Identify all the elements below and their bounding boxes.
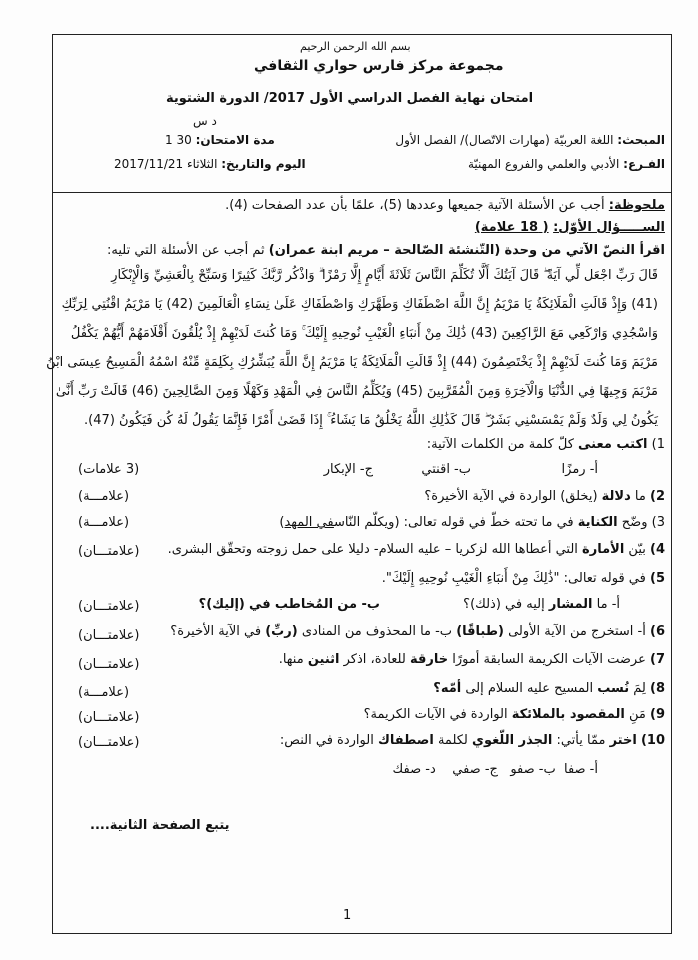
item-2-text: (يخلق) الواردة في الآية الأخيرة؟ <box>424 489 598 504</box>
item-8-number: 8) <box>650 681 665 696</box>
item-8-bold2: أمّه <box>440 681 462 696</box>
item-4-text: التي أعطاها الله لزكريا – عليه السلام- دليلا على حمل زوجته وتحقّق البشرى. <box>167 542 578 557</box>
item-10-bold2: الجذر اللّغوي <box>472 733 553 748</box>
item-3-number: 3) <box>651 515 665 530</box>
item-6 <box>170 624 665 639</box>
note <box>225 198 665 213</box>
intro-prefix: اقرأ النصّ الآتي من وحدة <box>504 243 665 258</box>
item-3-text: في ما تحته خطّ في قوله تعالى: (ويكلّم النّاس <box>333 515 574 530</box>
item-9-number: 9) <box>650 707 665 722</box>
item-10-options: أ- صفا ب- صفو ج- صفي د- صفك <box>392 762 598 777</box>
note-label: ملحوظة: <box>608 198 665 213</box>
item-9-points: (علامتـــان) <box>78 710 140 725</box>
page-number: 1 <box>343 908 352 923</box>
item-2-number: 2) <box>650 489 665 504</box>
passage-line-1: قَالَ رَبِّ اجْعَل لِّي آيَةً ۖ قَالَ آيَتُكَ أَلَّا تُكَلِّمَ النَّاسَ ثَلَاثَةَ أَيَّامٍ إِلَّا رَمْزًا ۗ وَاذْكُر رَّبَّكَ كَثِيرًا وَسَبِّحْ بِالْعَشِيِّ وَالْإِبْكَارِ <box>111 268 658 283</box>
branch-value: الأدبي والعلمي والفروع المهنيّة <box>467 157 620 171</box>
item-3-close: ) <box>279 515 285 530</box>
item-5-text: في قوله تعالى: "ذَٰلِكَ مِنْ أَنبَاءِ الْغَيْبِ نُوحِيهِ إِلَيْكَ". <box>381 571 646 586</box>
item-9-pre: مَنِ <box>629 707 646 722</box>
item-9 <box>364 707 665 722</box>
item-9-end: الواردة في الآيات الكريمة؟ <box>363 707 508 722</box>
question1-marks: ( 18 علامة) <box>474 220 549 235</box>
item-3-bold: الكناية <box>577 515 618 530</box>
item-1-option-b: ب- اقنتي <box>421 462 471 477</box>
item-8-pre: لِمَ <box>633 681 646 696</box>
item-10-number: 10) <box>640 733 665 748</box>
item-1 <box>427 437 665 452</box>
item-3 <box>279 515 665 530</box>
item-5b-text: في <box>249 597 271 612</box>
date-label: اليوم والتاريخ: <box>221 157 306 171</box>
item-5b-bold: المُخاطب <box>274 597 334 612</box>
item-3-points: (علامـــة) <box>78 515 130 530</box>
continue-note: يتبع الصفحة الثانية.... <box>90 818 230 833</box>
branch-row <box>468 157 665 171</box>
item-5a-text: إليه في (ذلك)؟ <box>463 597 545 612</box>
subject-label: المبحث: <box>617 133 665 147</box>
item-7 <box>279 652 665 667</box>
item-1-option-a: أ- رمزًا <box>561 462 598 477</box>
item-9-bold: المقصود بالملائكة <box>511 707 625 722</box>
passage-line-5: مَرْيَمَ وَجِيهًا فِي الدُّنْيَا وَالْآخِرَةِ وَمِنَ الْمُقَرَّبِينَ (45) وَيُكَلِّمُ النَّاسَ فِي الْمَهْدِ وَكَهْلًا وَمِنَ الصَّالِحِينَ (46) قَالَتْ رَبِّ أَنَّىٰ <box>55 384 658 399</box>
item-3-pre: وضّح <box>621 515 648 530</box>
item-1-points: (3 علامات) <box>78 462 140 477</box>
item-8-mid: المسيح عليه السلام إلى <box>465 681 594 696</box>
item-2-bold: دلالة <box>601 489 631 504</box>
item-4-number: 4) <box>650 542 665 557</box>
date-value: الثلاثاء 2017/11/21 <box>114 157 218 171</box>
item-5-option-b <box>199 597 380 612</box>
school-name: مجموعة مركز فارس حواري الثقافي <box>254 58 504 74</box>
item-5-points: (علامتـــان) <box>78 599 140 614</box>
item-1-bold: اكتب معنى <box>578 437 648 452</box>
passage-line-4: مَرْيَمَ وَمَا كُنتَ لَدَيْهِمْ إِذْ يَخْتَصِمُونَ (44) إِذْ قَالَتِ الْمَلَائِكَةُ يَا مَرْيَمُ إِنَّ اللَّهَ يُبَشِّرُكِ بِكَلِمَةٍ مِّنْهُ اسْمُهُ الْمَسِيحُ عِيسَى ابْنُ <box>46 355 658 370</box>
passage-line-2: (41) وَإِذْ قَالَتِ الْمَلَائِكَةُ يَا مَرْيَمُ إِنَّ اللَّهَ اصْطَفَاكِ وَطَهَّرَكِ وَاصْطَفَاكِ عَلَىٰ نِسَاءِ الْعَالَمِينَ (42) يَا مَرْيَمُ اقْنُتِي لِرَبِّكِ <box>61 297 658 312</box>
item-5a-pre: أ- ما <box>596 597 620 612</box>
item-5b-paren: (إليك)؟ <box>198 597 245 612</box>
basmala: بسم الله الرحمن الرحيم <box>300 40 411 53</box>
item-6-points: (علامتـــان) <box>78 628 140 643</box>
item-6-number: 6) <box>650 624 665 639</box>
item-10 <box>280 733 665 748</box>
item-8 <box>433 681 665 696</box>
item-6-bold2: (ربِّ) <box>265 624 298 639</box>
item-7-number: 7) <box>650 652 665 667</box>
subject-row <box>395 133 665 147</box>
date-row <box>114 157 306 171</box>
question1-intro <box>107 243 665 258</box>
duration-value: 30 1 <box>165 133 192 147</box>
exam-title: امتحان نهاية الفصل الدراسي الأول 2017/ الدورة الشتوية <box>166 91 534 106</box>
item-10-points: (علامتـــان) <box>78 735 140 750</box>
item-7-bold2: اثنين <box>307 652 340 667</box>
time-units: د س <box>193 114 217 128</box>
item-10-mid: ممّا يأتي: <box>556 733 606 748</box>
item-8-bold: نُسب <box>597 681 630 696</box>
duration-row <box>165 133 275 147</box>
item-3-underlined: في المهد <box>284 515 334 530</box>
item-2 <box>424 489 665 504</box>
item-6-bold: (طباقًا) <box>456 624 504 639</box>
item-1-number: 1) <box>651 437 665 452</box>
item-7-end: منها. <box>278 652 304 667</box>
item-8-points: (علامـــة) <box>78 685 130 700</box>
item-5 <box>382 571 665 586</box>
question1-heading <box>475 220 665 235</box>
intro-unit: (التّنشئة الصّالحة – مريم ابنة عمران) <box>268 243 501 258</box>
item-7-mid: للعادة، اذكر <box>343 652 406 667</box>
subject-value: اللغة العربيّة (مهارات الاتّصال)/ الفصل الأول <box>395 133 614 147</box>
item-4-points: (علامتـــان) <box>78 544 140 559</box>
item-6-b: ب- ما المحذوف من المنادى <box>301 624 453 639</box>
item-10-end: الواردة في النص: <box>279 733 374 748</box>
item-6-text: أ- استخرج من الآية الأولى <box>508 624 646 639</box>
item-4-bold: الأمارة <box>582 542 625 557</box>
passage-line-3: وَاسْجُدِي وَارْكَعِي مَعَ الرَّاكِعِينَ (43) ذَٰلِكَ مِنْ أَنبَاءِ الْغَيْبِ نُوحِيهِ إِلَيْكَ ۚ وَمَا كُنتَ لَدَيْهِمْ إِذْ يُلْقُونَ أَقْلَامَهُمْ أَيُّهُمْ يَكْفُلُ <box>70 326 658 341</box>
passage-line-6: يَكُونُ لِي وَلَدٌ وَلَمْ يَمْسَسْنِي بَشَرٌ ۖ قَالَ كَذَٰلِكِ اللَّهُ يَخْلُقُ مَا يَشَاءُ ۚ إِذَا قَضَىٰ أَمْرًا فَإِنَّمَا يَقُولُ لَهُ كُن فَيَكُونُ (47). <box>84 413 658 428</box>
item-2-points: (علامـــة) <box>78 489 130 504</box>
question1-title: الســـــؤال الأوّل: <box>553 220 665 235</box>
branch-label: الفـرع: <box>623 157 665 171</box>
item-7-bold: خارقة <box>409 652 449 667</box>
item-7-points: (علامتـــان) <box>78 657 140 672</box>
item-4 <box>168 542 665 557</box>
item-2-pre: ما <box>634 489 646 504</box>
item-5-number: 5) <box>650 571 665 586</box>
note-text: أجب عن الأسئلة الآتية جميعها وعددها (5)، علمًا بأن عدد الصفحات (4). <box>225 198 605 213</box>
item-10-mid2: لكلمة <box>437 733 468 748</box>
item-5-option-a <box>463 597 620 612</box>
item-5b-pre: ب- من <box>337 597 380 612</box>
item-7-pre: عرضت الآيات الكريمة السابقة أمورًا <box>452 652 646 667</box>
item-8-end: ؟ <box>433 681 441 696</box>
item-1-option-c: ج- الإبكار <box>323 462 373 477</box>
duration-label: مدة الامتحان: <box>195 133 275 147</box>
item-10-bold3: اصطفاك <box>377 733 434 748</box>
item-4-pre: بيّن <box>628 542 646 557</box>
item-10-bold: اختر <box>609 733 637 748</box>
item-6-end: في الآية الأخيرة؟ <box>170 624 262 639</box>
item-5a-bold: المشار <box>548 597 593 612</box>
intro-suffix: ثم أجب عن الأسئلة التي تليه: <box>107 243 265 258</box>
item-1-text: كلّ كلمة من الكلمات الآتية: <box>426 437 574 452</box>
header-divider <box>52 192 672 193</box>
